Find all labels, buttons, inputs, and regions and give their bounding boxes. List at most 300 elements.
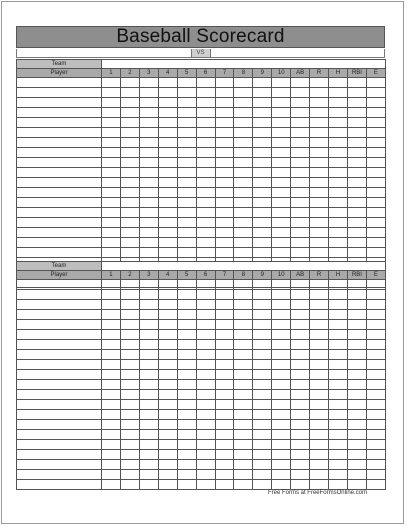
inning-score-cell[interactable]	[215, 118, 234, 128]
stat-cell[interactable]	[347, 450, 366, 460]
inning-score-cell[interactable]	[177, 480, 196, 490]
stat-cell[interactable]	[310, 380, 329, 390]
stat-cell[interactable]	[366, 460, 385, 470]
stat-cell[interactable]	[310, 360, 329, 370]
stat-cell[interactable]	[347, 228, 366, 238]
inning-score-cell[interactable]	[139, 370, 158, 380]
stat-cell[interactable]	[291, 470, 310, 480]
inning-score-cell[interactable]	[102, 148, 121, 158]
inning-score-cell[interactable]	[102, 340, 121, 350]
inning-score-cell[interactable]	[234, 370, 253, 380]
inning-score-cell[interactable]	[158, 290, 177, 300]
inning-score-cell[interactable]	[120, 98, 139, 108]
inning-score-cell[interactable]	[158, 390, 177, 400]
stat-cell[interactable]	[366, 98, 385, 108]
inning-score-cell[interactable]	[102, 290, 121, 300]
stat-cell[interactable]	[347, 320, 366, 330]
inning-score-cell[interactable]	[102, 450, 121, 460]
inning-score-cell[interactable]	[158, 218, 177, 228]
stat-cell[interactable]	[329, 238, 348, 248]
stat-cell[interactable]	[291, 208, 310, 218]
inning-score-cell[interactable]	[177, 460, 196, 470]
stat-cell[interactable]	[291, 168, 310, 178]
stat-cell[interactable]	[347, 400, 366, 410]
stat-cell[interactable]	[291, 300, 310, 310]
player-name-cell[interactable]	[17, 390, 102, 400]
stat-cell[interactable]	[310, 88, 329, 98]
stat-cell[interactable]	[366, 280, 385, 290]
inning-score-cell[interactable]	[215, 370, 234, 380]
inning-score-cell[interactable]	[120, 460, 139, 470]
player-name-cell[interactable]	[17, 280, 102, 290]
stat-cell[interactable]	[366, 320, 385, 330]
stat-cell[interactable]	[366, 400, 385, 410]
player-name-cell[interactable]	[17, 310, 102, 320]
inning-score-cell[interactable]	[196, 198, 215, 208]
stat-cell[interactable]	[366, 238, 385, 248]
inning-score-cell[interactable]	[177, 280, 196, 290]
stat-cell[interactable]	[329, 350, 348, 360]
inning-score-cell[interactable]	[253, 450, 272, 460]
inning-score-cell[interactable]	[196, 310, 215, 320]
inning-score-cell[interactable]	[196, 300, 215, 310]
inning-score-cell[interactable]	[177, 238, 196, 248]
stat-cell[interactable]	[347, 148, 366, 158]
stat-cell[interactable]	[291, 350, 310, 360]
stat-cell[interactable]	[291, 380, 310, 390]
inning-score-cell[interactable]	[196, 460, 215, 470]
inning-score-cell[interactable]	[196, 148, 215, 158]
stat-cell[interactable]	[291, 248, 310, 258]
stat-cell[interactable]	[366, 178, 385, 188]
inning-score-cell[interactable]	[120, 480, 139, 490]
inning-score-cell[interactable]	[102, 158, 121, 168]
stat-cell[interactable]	[347, 280, 366, 290]
stat-cell[interactable]	[347, 470, 366, 480]
stat-cell[interactable]	[329, 450, 348, 460]
stat-cell[interactable]	[329, 88, 348, 98]
stat-cell[interactable]	[347, 390, 366, 400]
inning-score-cell[interactable]	[215, 450, 234, 460]
inning-score-cell[interactable]	[234, 188, 253, 198]
inning-score-cell[interactable]	[234, 108, 253, 118]
inning-score-cell[interactable]	[177, 148, 196, 158]
inning-score-cell[interactable]	[139, 178, 158, 188]
inning-score-cell[interactable]	[215, 290, 234, 300]
inning-score-cell[interactable]	[234, 440, 253, 450]
stat-cell[interactable]	[366, 340, 385, 350]
inning-score-cell[interactable]	[120, 390, 139, 400]
stat-cell[interactable]	[291, 178, 310, 188]
inning-score-cell[interactable]	[215, 320, 234, 330]
inning-score-cell[interactable]	[139, 88, 158, 98]
inning-score-cell[interactable]	[196, 370, 215, 380]
inning-score-cell[interactable]	[102, 360, 121, 370]
inning-score-cell[interactable]	[253, 238, 272, 248]
player-name-cell[interactable]	[17, 218, 102, 228]
player-name-cell[interactable]	[17, 420, 102, 430]
inning-score-cell[interactable]	[196, 470, 215, 480]
stat-cell[interactable]	[310, 228, 329, 238]
inning-score-cell[interactable]	[196, 350, 215, 360]
inning-score-cell[interactable]	[120, 430, 139, 440]
player-name-cell[interactable]	[17, 178, 102, 188]
inning-score-cell[interactable]	[177, 390, 196, 400]
player-name-cell[interactable]	[17, 350, 102, 360]
inning-score-cell[interactable]	[272, 78, 291, 88]
inning-score-cell[interactable]	[102, 168, 121, 178]
player-name-cell[interactable]	[17, 138, 102, 148]
inning-score-cell[interactable]	[215, 178, 234, 188]
inning-score-cell[interactable]	[158, 128, 177, 138]
inning-score-cell[interactable]	[139, 300, 158, 310]
stat-cell[interactable]	[329, 430, 348, 440]
inning-score-cell[interactable]	[158, 148, 177, 158]
stat-cell[interactable]	[347, 118, 366, 128]
inning-score-cell[interactable]	[177, 440, 196, 450]
inning-score-cell[interactable]	[196, 480, 215, 490]
stat-cell[interactable]	[291, 450, 310, 460]
player-name-cell[interactable]	[17, 430, 102, 440]
stat-cell[interactable]	[291, 390, 310, 400]
stat-cell[interactable]	[347, 290, 366, 300]
inning-score-cell[interactable]	[158, 350, 177, 360]
stat-cell[interactable]	[366, 118, 385, 128]
stat-cell[interactable]	[310, 218, 329, 228]
stat-cell[interactable]	[329, 128, 348, 138]
inning-score-cell[interactable]	[139, 340, 158, 350]
inning-score-cell[interactable]	[272, 148, 291, 158]
stat-cell[interactable]	[329, 440, 348, 450]
stat-cell[interactable]	[310, 460, 329, 470]
inning-score-cell[interactable]	[215, 78, 234, 88]
inning-score-cell[interactable]	[253, 88, 272, 98]
inning-score-cell[interactable]	[177, 290, 196, 300]
inning-score-cell[interactable]	[196, 228, 215, 238]
inning-score-cell[interactable]	[139, 228, 158, 238]
inning-score-cell[interactable]	[177, 380, 196, 390]
inning-score-cell[interactable]	[234, 198, 253, 208]
inning-score-cell[interactable]	[272, 218, 291, 228]
stat-cell[interactable]	[366, 188, 385, 198]
stat-cell[interactable]	[310, 208, 329, 218]
inning-score-cell[interactable]	[177, 410, 196, 420]
inning-score-cell[interactable]	[253, 310, 272, 320]
inning-score-cell[interactable]	[177, 128, 196, 138]
inning-score-cell[interactable]	[139, 188, 158, 198]
player-name-cell[interactable]	[17, 320, 102, 330]
stat-cell[interactable]	[366, 440, 385, 450]
inning-score-cell[interactable]	[234, 430, 253, 440]
player-name-cell[interactable]	[17, 370, 102, 380]
inning-score-cell[interactable]	[158, 480, 177, 490]
inning-score-cell[interactable]	[215, 198, 234, 208]
inning-score-cell[interactable]	[120, 178, 139, 188]
inning-score-cell[interactable]	[234, 480, 253, 490]
stat-cell[interactable]	[347, 88, 366, 98]
inning-score-cell[interactable]	[272, 290, 291, 300]
inning-score-cell[interactable]	[215, 280, 234, 290]
player-name-cell[interactable]	[17, 450, 102, 460]
stat-cell[interactable]	[366, 300, 385, 310]
inning-score-cell[interactable]	[272, 460, 291, 470]
inning-score-cell[interactable]	[158, 460, 177, 470]
player-name-cell[interactable]	[17, 440, 102, 450]
stat-cell[interactable]	[329, 248, 348, 258]
inning-score-cell[interactable]	[158, 310, 177, 320]
inning-score-cell[interactable]	[215, 460, 234, 470]
inning-score-cell[interactable]	[177, 178, 196, 188]
inning-score-cell[interactable]	[177, 370, 196, 380]
inning-score-cell[interactable]	[177, 320, 196, 330]
inning-score-cell[interactable]	[234, 410, 253, 420]
stat-cell[interactable]	[329, 460, 348, 470]
inning-score-cell[interactable]	[234, 178, 253, 188]
stat-cell[interactable]	[329, 410, 348, 420]
stat-cell[interactable]	[291, 280, 310, 290]
inning-score-cell[interactable]	[272, 390, 291, 400]
inning-score-cell[interactable]	[177, 168, 196, 178]
inning-score-cell[interactable]	[158, 168, 177, 178]
stat-cell[interactable]	[310, 330, 329, 340]
inning-score-cell[interactable]	[102, 138, 121, 148]
inning-score-cell[interactable]	[120, 228, 139, 238]
stat-cell[interactable]	[329, 290, 348, 300]
stat-cell[interactable]	[329, 108, 348, 118]
inning-score-cell[interactable]	[120, 380, 139, 390]
inning-score-cell[interactable]	[272, 380, 291, 390]
inning-score-cell[interactable]	[139, 98, 158, 108]
inning-score-cell[interactable]	[253, 350, 272, 360]
inning-score-cell[interactable]	[139, 108, 158, 118]
inning-score-cell[interactable]	[177, 108, 196, 118]
inning-score-cell[interactable]	[215, 330, 234, 340]
inning-score-cell[interactable]	[215, 420, 234, 430]
inning-score-cell[interactable]	[139, 128, 158, 138]
inning-score-cell[interactable]	[253, 128, 272, 138]
inning-score-cell[interactable]	[272, 208, 291, 218]
stat-cell[interactable]	[366, 248, 385, 258]
team-name-field[interactable]	[102, 262, 386, 271]
stat-cell[interactable]	[310, 188, 329, 198]
inning-score-cell[interactable]	[215, 158, 234, 168]
inning-score-cell[interactable]	[215, 88, 234, 98]
stat-cell[interactable]	[291, 128, 310, 138]
stat-cell[interactable]	[329, 78, 348, 88]
inning-score-cell[interactable]	[196, 450, 215, 460]
stat-cell[interactable]	[366, 228, 385, 238]
inning-score-cell[interactable]	[158, 400, 177, 410]
inning-score-cell[interactable]	[196, 108, 215, 118]
inning-score-cell[interactable]	[272, 158, 291, 168]
inning-score-cell[interactable]	[177, 218, 196, 228]
inning-score-cell[interactable]	[158, 178, 177, 188]
inning-score-cell[interactable]	[139, 248, 158, 258]
inning-score-cell[interactable]	[102, 198, 121, 208]
inning-score-cell[interactable]	[253, 198, 272, 208]
stat-cell[interactable]	[347, 98, 366, 108]
stat-cell[interactable]	[291, 188, 310, 198]
inning-score-cell[interactable]	[120, 148, 139, 158]
inning-score-cell[interactable]	[158, 410, 177, 420]
inning-score-cell[interactable]	[177, 208, 196, 218]
stat-cell[interactable]	[366, 380, 385, 390]
stat-cell[interactable]	[310, 400, 329, 410]
inning-score-cell[interactable]	[158, 188, 177, 198]
player-name-cell[interactable]	[17, 78, 102, 88]
inning-score-cell[interactable]	[158, 118, 177, 128]
player-name-cell[interactable]	[17, 290, 102, 300]
stat-cell[interactable]	[310, 370, 329, 380]
player-name-cell[interactable]	[17, 470, 102, 480]
inning-score-cell[interactable]	[234, 248, 253, 258]
player-name-cell[interactable]	[17, 330, 102, 340]
inning-score-cell[interactable]	[102, 400, 121, 410]
stat-cell[interactable]	[329, 360, 348, 370]
inning-score-cell[interactable]	[272, 350, 291, 360]
inning-score-cell[interactable]	[120, 238, 139, 248]
stat-cell[interactable]	[291, 360, 310, 370]
inning-score-cell[interactable]	[234, 450, 253, 460]
inning-score-cell[interactable]	[272, 470, 291, 480]
inning-score-cell[interactable]	[196, 78, 215, 88]
stat-cell[interactable]	[329, 330, 348, 340]
stat-cell[interactable]	[291, 410, 310, 420]
inning-score-cell[interactable]	[158, 280, 177, 290]
inning-score-cell[interactable]	[234, 98, 253, 108]
inning-score-cell[interactable]	[234, 78, 253, 88]
inning-score-cell[interactable]	[120, 450, 139, 460]
inning-score-cell[interactable]	[120, 350, 139, 360]
inning-score-cell[interactable]	[215, 238, 234, 248]
inning-score-cell[interactable]	[139, 168, 158, 178]
inning-score-cell[interactable]	[102, 410, 121, 420]
inning-score-cell[interactable]	[272, 108, 291, 118]
inning-score-cell[interactable]	[272, 138, 291, 148]
stat-cell[interactable]	[310, 350, 329, 360]
stat-cell[interactable]	[347, 208, 366, 218]
player-name-cell[interactable]	[17, 410, 102, 420]
inning-score-cell[interactable]	[120, 128, 139, 138]
stat-cell[interactable]	[347, 138, 366, 148]
inning-score-cell[interactable]	[120, 410, 139, 420]
inning-score-cell[interactable]	[102, 88, 121, 98]
inning-score-cell[interactable]	[177, 138, 196, 148]
inning-score-cell[interactable]	[272, 238, 291, 248]
stat-cell[interactable]	[310, 198, 329, 208]
stat-cell[interactable]	[329, 310, 348, 320]
stat-cell[interactable]	[291, 480, 310, 490]
inning-score-cell[interactable]	[102, 320, 121, 330]
stat-cell[interactable]	[310, 450, 329, 460]
inning-score-cell[interactable]	[272, 178, 291, 188]
stat-cell[interactable]	[347, 78, 366, 88]
inning-score-cell[interactable]	[234, 290, 253, 300]
inning-score-cell[interactable]	[234, 118, 253, 128]
stat-cell[interactable]	[291, 370, 310, 380]
inning-score-cell[interactable]	[158, 330, 177, 340]
inning-score-cell[interactable]	[158, 198, 177, 208]
stat-cell[interactable]	[329, 188, 348, 198]
inning-score-cell[interactable]	[139, 360, 158, 370]
inning-score-cell[interactable]	[196, 118, 215, 128]
player-name-cell[interactable]	[17, 480, 102, 490]
inning-score-cell[interactable]	[253, 400, 272, 410]
inning-score-cell[interactable]	[177, 340, 196, 350]
inning-score-cell[interactable]	[102, 420, 121, 430]
stat-cell[interactable]	[329, 380, 348, 390]
stat-cell[interactable]	[329, 168, 348, 178]
inning-score-cell[interactable]	[177, 470, 196, 480]
inning-score-cell[interactable]	[234, 208, 253, 218]
inning-score-cell[interactable]	[120, 280, 139, 290]
inning-score-cell[interactable]	[139, 118, 158, 128]
inning-score-cell[interactable]	[120, 470, 139, 480]
inning-score-cell[interactable]	[272, 128, 291, 138]
inning-score-cell[interactable]	[196, 168, 215, 178]
stat-cell[interactable]	[310, 420, 329, 430]
inning-score-cell[interactable]	[177, 188, 196, 198]
inning-score-cell[interactable]	[120, 440, 139, 450]
inning-score-cell[interactable]	[253, 168, 272, 178]
inning-score-cell[interactable]	[120, 400, 139, 410]
stat-cell[interactable]	[291, 158, 310, 168]
stat-cell[interactable]	[291, 440, 310, 450]
inning-score-cell[interactable]	[139, 430, 158, 440]
inning-score-cell[interactable]	[177, 198, 196, 208]
inning-score-cell[interactable]	[196, 400, 215, 410]
stat-cell[interactable]	[291, 330, 310, 340]
stat-cell[interactable]	[366, 360, 385, 370]
inning-score-cell[interactable]	[102, 208, 121, 218]
inning-score-cell[interactable]	[102, 218, 121, 228]
inning-score-cell[interactable]	[253, 460, 272, 470]
inning-score-cell[interactable]	[253, 430, 272, 440]
inning-score-cell[interactable]	[102, 78, 121, 88]
inning-score-cell[interactable]	[253, 340, 272, 350]
inning-score-cell[interactable]	[139, 460, 158, 470]
stat-cell[interactable]	[310, 128, 329, 138]
stat-cell[interactable]	[329, 218, 348, 228]
inning-score-cell[interactable]	[234, 360, 253, 370]
inning-score-cell[interactable]	[272, 410, 291, 420]
inning-score-cell[interactable]	[158, 440, 177, 450]
inning-score-cell[interactable]	[158, 88, 177, 98]
inning-score-cell[interactable]	[177, 450, 196, 460]
inning-score-cell[interactable]	[139, 310, 158, 320]
inning-score-cell[interactable]	[215, 248, 234, 258]
inning-score-cell[interactable]	[120, 310, 139, 320]
inning-score-cell[interactable]	[158, 300, 177, 310]
inning-score-cell[interactable]	[102, 390, 121, 400]
stat-cell[interactable]	[329, 470, 348, 480]
inning-score-cell[interactable]	[234, 350, 253, 360]
stat-cell[interactable]	[291, 198, 310, 208]
inning-score-cell[interactable]	[215, 310, 234, 320]
inning-score-cell[interactable]	[102, 128, 121, 138]
inning-score-cell[interactable]	[272, 370, 291, 380]
inning-score-cell[interactable]	[158, 320, 177, 330]
inning-score-cell[interactable]	[196, 238, 215, 248]
inning-score-cell[interactable]	[215, 188, 234, 198]
stat-cell[interactable]	[291, 420, 310, 430]
inning-score-cell[interactable]	[120, 158, 139, 168]
stat-cell[interactable]	[291, 320, 310, 330]
inning-score-cell[interactable]	[120, 330, 139, 340]
inning-score-cell[interactable]	[102, 118, 121, 128]
inning-score-cell[interactable]	[139, 420, 158, 430]
stat-cell[interactable]	[329, 158, 348, 168]
